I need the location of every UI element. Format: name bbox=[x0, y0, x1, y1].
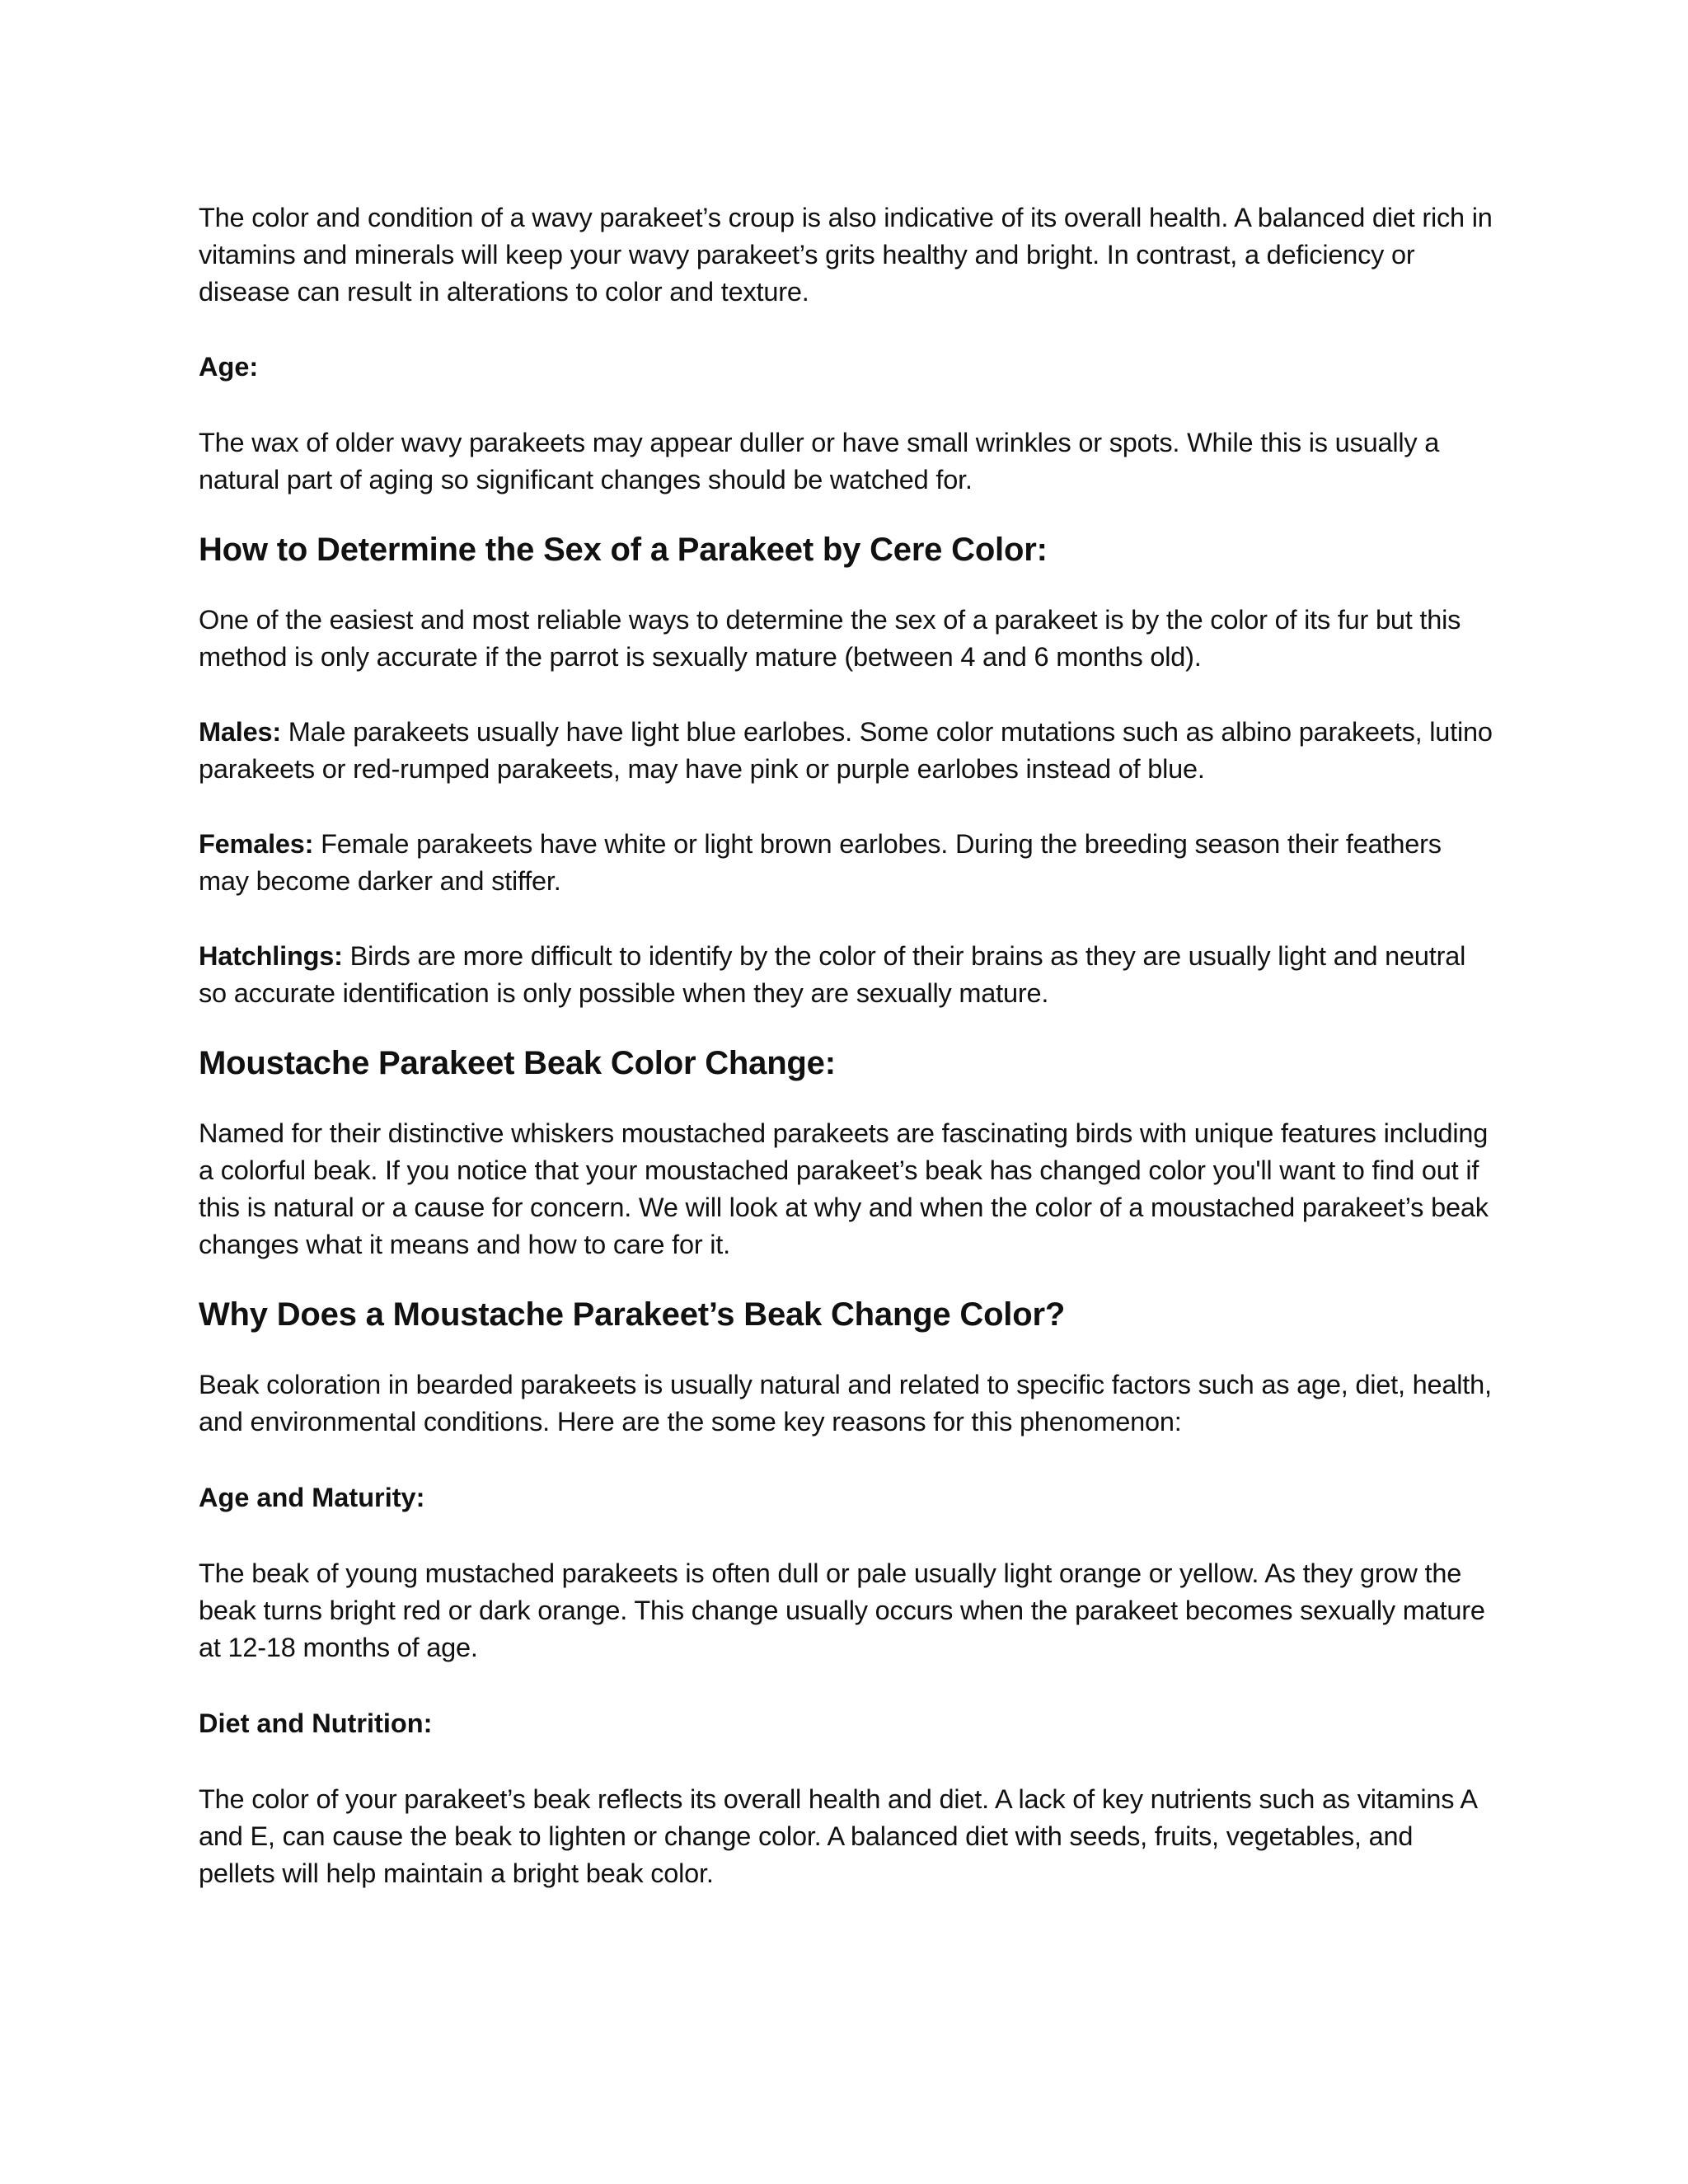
label-females: Females: bbox=[199, 829, 314, 859]
text-females: Female parakeets have white or light brown earlobes. During the breeding season their feathers may become darker and stiffer. bbox=[199, 829, 1442, 896]
heading-moustache-beak: Moustache Parakeet Beak Color Change: bbox=[199, 1045, 836, 1081]
subheading-age-maturity: Age and Maturity: bbox=[199, 1483, 425, 1512]
paragraph-sex-intro: One of the easiest and most reliable ways to determine the sex of a parakeet is by the color of its fur but this method is only accurate if the parrot is sexually mature (between 4 and 6 months old). bbox=[199, 605, 1461, 672]
paragraph-moustache: Named for their distinctive whiskers moustached parakeets are fascinating birds with unique features including a colorful beak. If you notice that your moustached parakeet’s beak has changed color you'll want to find out if this is natural or a cause for concern. We will look at why and when the color of a moustached parakeet’s beak changes what it means and how to care for it. bbox=[199, 1118, 1489, 1259]
subheading-diet-nutrition: Diet and Nutrition: bbox=[199, 1708, 433, 1738]
heading-determine-sex: How to Determine the Sex of a Parakeet by Cere Color: bbox=[199, 532, 1048, 568]
text-hatchlings: Birds are more difficult to identify by the color of their brains as they are usually light and neutral so accurate identification is only possible when they are sexually mature. bbox=[199, 941, 1466, 1008]
paragraph-age: The wax of older wavy parakeets may appear duller or have small wrinkles or spots. While this is usually a natural part of aging so significant changes should be watched for. bbox=[199, 428, 1440, 494]
document-body bbox=[199, 199, 1493, 1892]
label-males: Males: bbox=[199, 717, 281, 747]
subheading-age: Age: bbox=[199, 352, 259, 382]
paragraph-females bbox=[199, 826, 1493, 900]
paragraph-croup-health: The color and condition of a wavy parakeet’s croup is also indicative of its overall health. A balanced diet rich in vitamins and minerals will keep your wavy parakeet’s grits healthy and bright. In contrast, a deficiency or disease can result in alterations to color and texture. bbox=[199, 203, 1493, 307]
label-hatchlings: Hatchlings: bbox=[199, 941, 343, 971]
paragraph-males bbox=[199, 714, 1493, 788]
heading-why-beak-changes: Why Does a Moustache Parakeet’s Beak Change Color? bbox=[199, 1296, 1066, 1333]
text-males: Male parakeets usually have light blue earlobes. Some color mutations such as albino parakeets, lutino parakeets or red-rumped parakeets, may have pink or purple earlobes instead of blue. bbox=[199, 717, 1493, 784]
paragraph-age-maturity: The beak of young mustached parakeets is often dull or pale usually light orange or yellow. As they grow the beak turns bright red or dark orange. This change usually occurs when the parakeet becomes sexually mature at 12-18 months of age. bbox=[199, 1558, 1485, 1662]
paragraph-diet-nutrition: The color of your parakeet’s beak reflects its overall health and diet. A lack of key nutrients such as vitamins A and E, can cause the beak to lighten or change color. A balanced diet with seeds, fruits, vegetables, and pellets will help maintain a bright beak color. bbox=[199, 1784, 1477, 1888]
paragraph-hatchlings bbox=[199, 938, 1493, 1012]
paragraph-why: Beak coloration in bearded parakeets is usually natural and related to specific factors such as age, diet, health, and environmental conditions. Here are the some key reasons for this phenomenon: bbox=[199, 1370, 1492, 1436]
